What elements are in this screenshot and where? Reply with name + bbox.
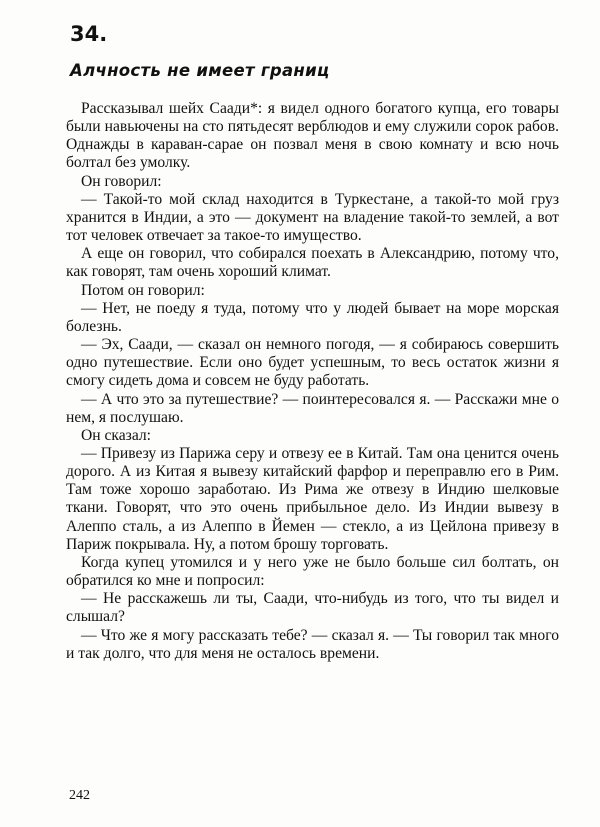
paragraph: — Нет, не поеду я туда, потому что у людей бывает на море морская болезнь.: [66, 299, 559, 335]
paragraph: А еще он говорил, что собирался поехать в Александрию, потому что, как говорят, там очень хороший климат.: [66, 245, 559, 281]
story-text: [66, 100, 559, 663]
paragraph: — Что же я могу рассказать тебе? — сказал я. — Ты говорил так много и так долго, что для меня не осталось времени.: [66, 626, 559, 662]
paragraph: Потом он говорил:: [81, 281, 205, 299]
paragraph: Он говорил:: [81, 172, 162, 190]
paragraph: — Эх, Саади, — сказал он немного погодя, — я собираюсь совершить одно путешествие. Если оно будет успешным, то весь остаток жизни я смогу сидеть дома и совсем не буду работать.: [66, 336, 559, 390]
paragraph: Он сказал:: [81, 426, 152, 444]
paragraph: — Привезу из Парижа серу и отвезу ее в Китай. Там она ценится очень дорого. А из Китая я вывезу китайский фарфор и переправлю его в Рим. Там тоже хорошо заработаю. Из Рима же отвезу в Индию шелковые ткани. Говорят, что это очень прибыльное дело. Из Индии вывезу в Алеппо сталь, а из Алеппо в Йемен — стекло, а из Цейлона привезу в Париж покрывала. Ну, а потом брошу торговать.: [66, 444, 559, 553]
paragraph: — Такой-то мой склад находится в Туркестане, а такой-то мой груз хранится в Индии, а это — документ на владение такой-то землей, а вот тот человек отвечает за такое-то имущество.: [66, 190, 559, 245]
chapter-number: 34.: [70, 22, 108, 46]
paragraph: — А что это за путешествие? — поинтересовался я. — Расскажи мне о нем, я послушаю.: [66, 390, 559, 426]
chapter-title: Алчность не имеет границ: [70, 61, 330, 80]
page-number: 242: [69, 788, 90, 803]
paragraph: — Не расскажешь ли ты, Саади, что-нибудь из того, что ты видел и слышал?: [66, 590, 559, 626]
paragraph: Рассказывал шейх Саади*: я видел одного богатого купца, его товары были навьючены на сто пятьдесят верблюдов и ему служили сорок рабов. Однажды в караван-сарае он позвал меня в свою комнату и всю ночь болтал без умолку.: [66, 100, 559, 172]
paragraph: Когда купец утомился и у него уже не было больше сил болтать, он обратился ко мне и попросил:: [66, 553, 559, 590]
